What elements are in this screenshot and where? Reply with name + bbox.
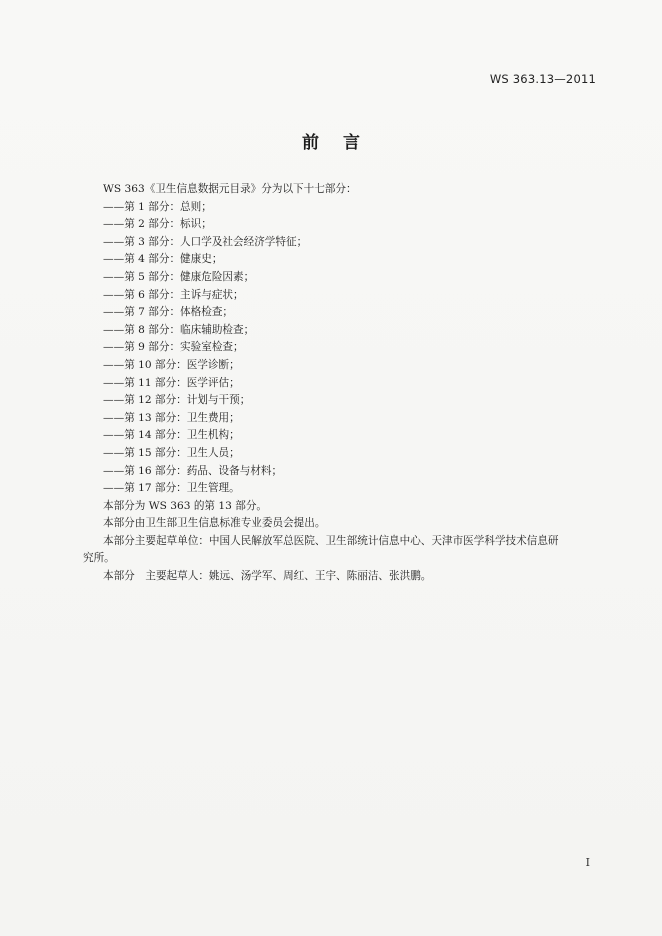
part-item-5: ——第 5 部分：健康危险因素；	[103, 270, 255, 283]
proposed-by-statement: 本部分由卫生部卫生信息标准专业委员会提出。	[103, 517, 326, 530]
part-item-4: ——第 4 部分：健康史；	[103, 253, 223, 266]
standard-number: WS 363.13—2011	[489, 72, 596, 86]
part-item-15: ——第 15 部分：卫生人员；	[103, 446, 240, 459]
part-item-1: ——第 1 部分：总则；	[103, 200, 212, 213]
drafting-units-line-1: 本部分主要起草单位：中国人民解放军总医院、卫生部统计信息中心、天津市医学科学技术信息研	[103, 534, 559, 547]
part-item-10: ——第 10 部分：医学诊断；	[103, 358, 240, 371]
part-item-17: ——第 17 部分：卫生管理。	[103, 482, 240, 495]
this-part-statement: 本部分为 WS 363 的第 13 部分。	[103, 499, 268, 512]
part-item-14: ——第 14 部分：卫生机构；	[103, 429, 240, 442]
page-number: I	[585, 856, 590, 869]
foreword-body	[83, 181, 623, 586]
part-item-12: ——第 12 部分：计划与干预；	[103, 394, 251, 407]
part-item-6: ——第 6 部分：主诉与症状；	[103, 288, 244, 301]
page-title: 前言	[302, 133, 384, 153]
part-item-8: ——第 8 部分：临床辅助检查；	[103, 323, 255, 336]
part-item-3: ——第 3 部分：人口学及社会经济学特征；	[103, 235, 308, 248]
part-item-16: ——第 16 部分：药品、设备与材料；	[103, 464, 283, 477]
part-item-7: ——第 7 部分：体格检查；	[103, 306, 234, 319]
part-item-9: ——第 9 部分：实验室检查；	[103, 341, 244, 354]
part-item-2: ——第 2 部分：标识；	[103, 218, 212, 231]
intro-paragraph: WS 363《卫生信息数据元目录》分为以下十七部分：	[103, 183, 357, 195]
part-item-11: ——第 11 部分：医学评估；	[103, 376, 240, 389]
drafting-units-line-2: 究所。	[83, 552, 115, 565]
drafters-statement: 本部分 主要起草人：姚远、汤学军、周红、王宇、陈丽洁、张洪鹏。	[103, 570, 432, 583]
part-item-13: ——第 13 部分：卫生费用；	[103, 411, 240, 424]
